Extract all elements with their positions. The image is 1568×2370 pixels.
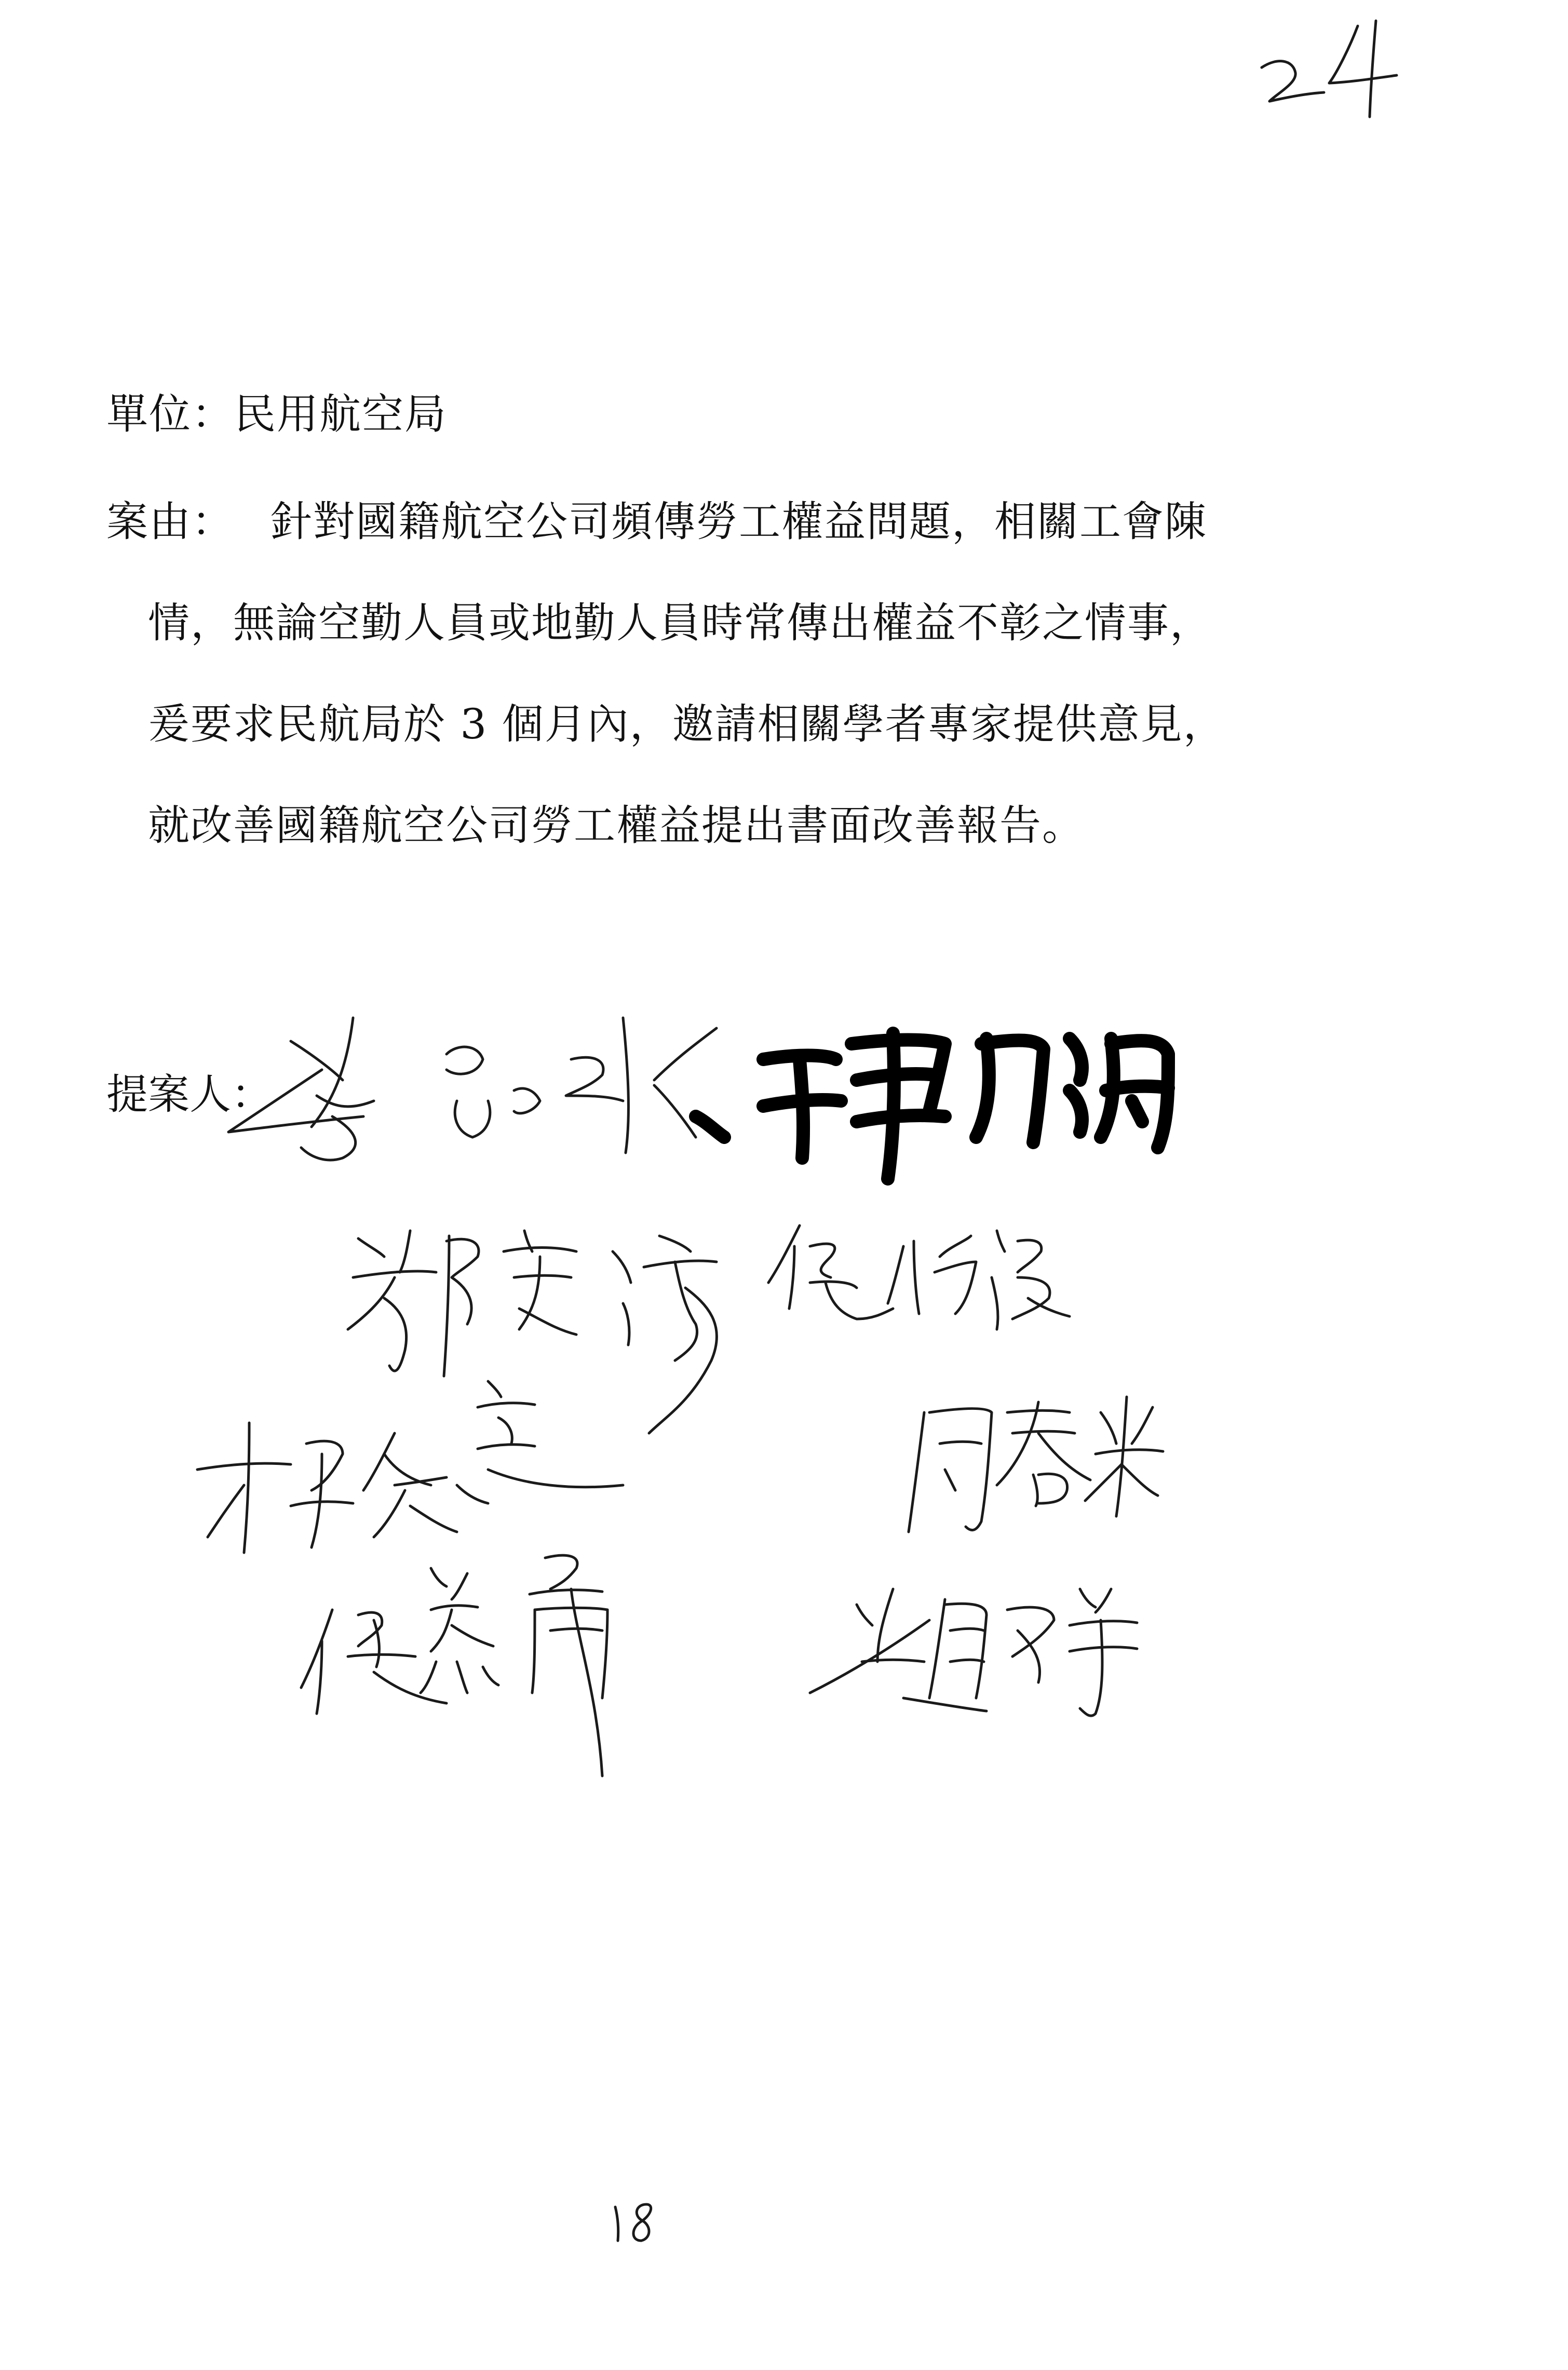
case-label: 案由： [106, 497, 234, 546]
case-text-3: 爰要求民航局於 3 個月內，邀請相關學者專家提供意見， [148, 700, 1226, 748]
signature-2 [696, 1033, 1168, 1179]
signature-1 [228, 1018, 717, 1160]
case-text-2: 情，無論空勤人員或地勤人員時常傳出權益不彰之情事， [148, 599, 1212, 647]
unit-label: 單位： [106, 390, 234, 438]
page-number-handwritten [607, 2191, 670, 2248]
case-text-1: 針對國籍航空公司頻傳勞工權益問題，相關工會陳 [271, 497, 1207, 546]
unit-value: 民用航空局 [234, 390, 447, 438]
signature-6 [909, 1397, 1163, 1532]
signature-3 [348, 1231, 717, 1433]
case-text-4: 就改善國籍航空公司勞工權益提出書面改善報告。 [148, 801, 1085, 850]
signature-4 [768, 1226, 1070, 1329]
proposer-label: 提案人： [106, 1070, 273, 1119]
signature-8 [810, 1589, 1137, 1716]
signature-7 [301, 1555, 607, 1776]
signature-5 [197, 1381, 623, 1553]
